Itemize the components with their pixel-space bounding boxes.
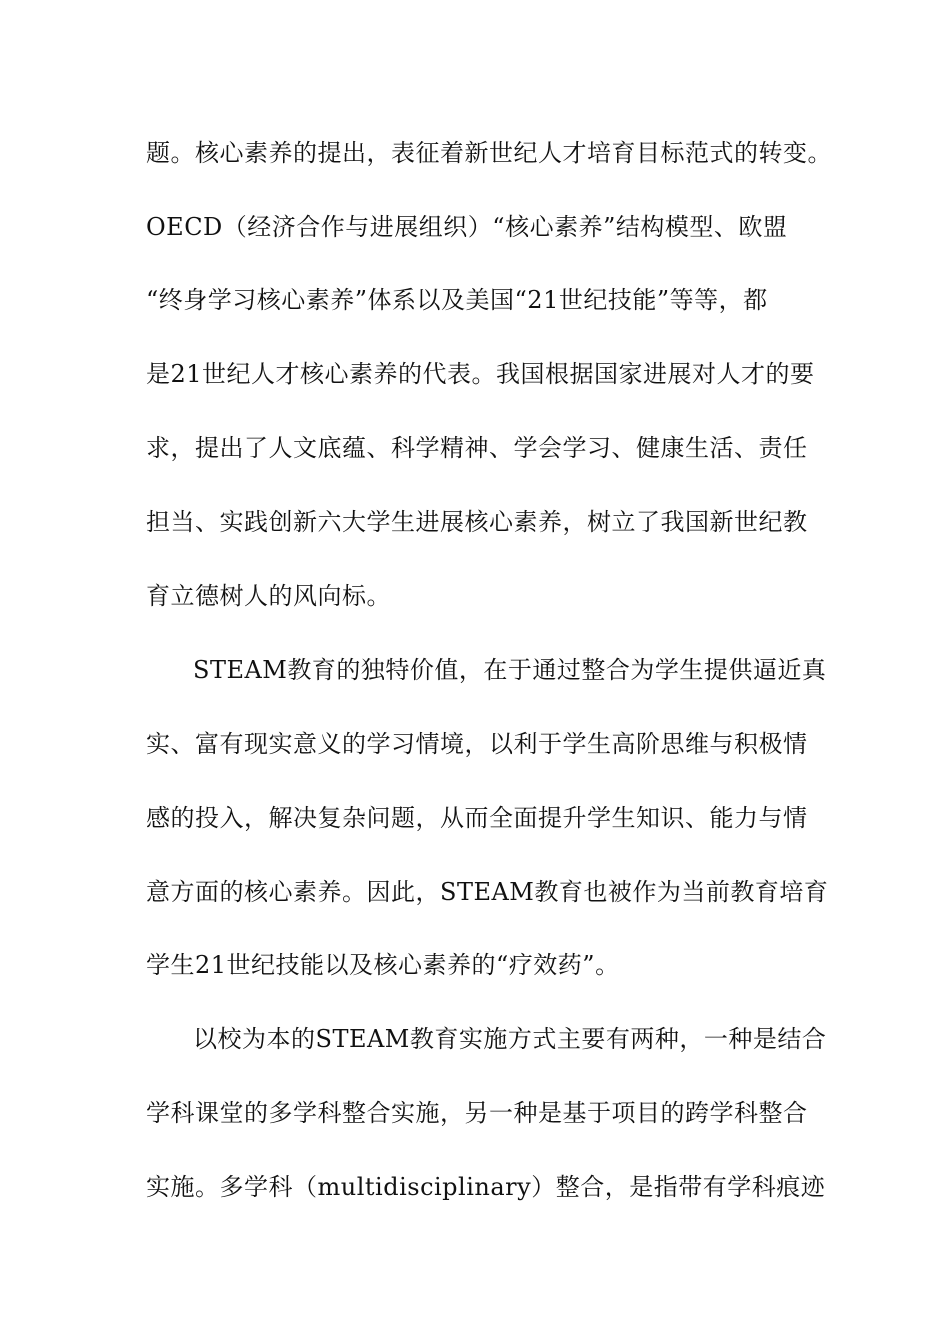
body-text-line: 学科课堂的多学科整合实施，另一种是基于项目的跨学科整合 bbox=[146, 1099, 808, 1127]
body-text-line: “终身学习核心素养”体系以及美国“21世纪技能”等等，都 bbox=[146, 286, 768, 314]
body-text-line: 担当、实践创新六大学生进展核心素养，树立了我国新世纪教 bbox=[146, 508, 808, 536]
paragraph-first-line: 以校为本的STEAM教育实施方式主要有两种，一种是结合 bbox=[193, 1025, 827, 1053]
body-text-line: 实、富有现实意义的学习情境，以利于学生高阶思维与积极情 bbox=[146, 730, 808, 758]
body-text-line: OECD（经济合作与进展组织）“核心素养”结构模型、欧盟 bbox=[146, 213, 788, 241]
paragraph-first-line: STEAM教育的独特价值，在于通过整合为学生提供逼近真 bbox=[193, 656, 827, 684]
body-text-line: 育立德树人的风向标。 bbox=[146, 582, 391, 610]
body-text-line: 是21世纪人才核心素养的代表。我国根据国家进展对人才的要 bbox=[146, 360, 815, 388]
body-text-line: 感的投入，解决复杂问题，从而全面提升学生知识、能力与情 bbox=[146, 804, 808, 832]
body-text-line: 意方面的核心素养。因此，STEAM教育也被作为当前教育培育 bbox=[146, 878, 829, 906]
body-text-line: 题。核心素养的提出，表征着新世纪人才培育目标范式的转变。 bbox=[146, 139, 832, 167]
body-text-line: 实施。多学科（multidisciplinary）整合，是指带有学科痕迹 bbox=[146, 1173, 826, 1201]
body-text-line: 学生21世纪技能以及核心素养的“疗效药”。 bbox=[146, 951, 620, 979]
body-text-line: 求，提出了人文底蕴、科学精神、学会学习、健康生活、责任 bbox=[146, 434, 808, 462]
